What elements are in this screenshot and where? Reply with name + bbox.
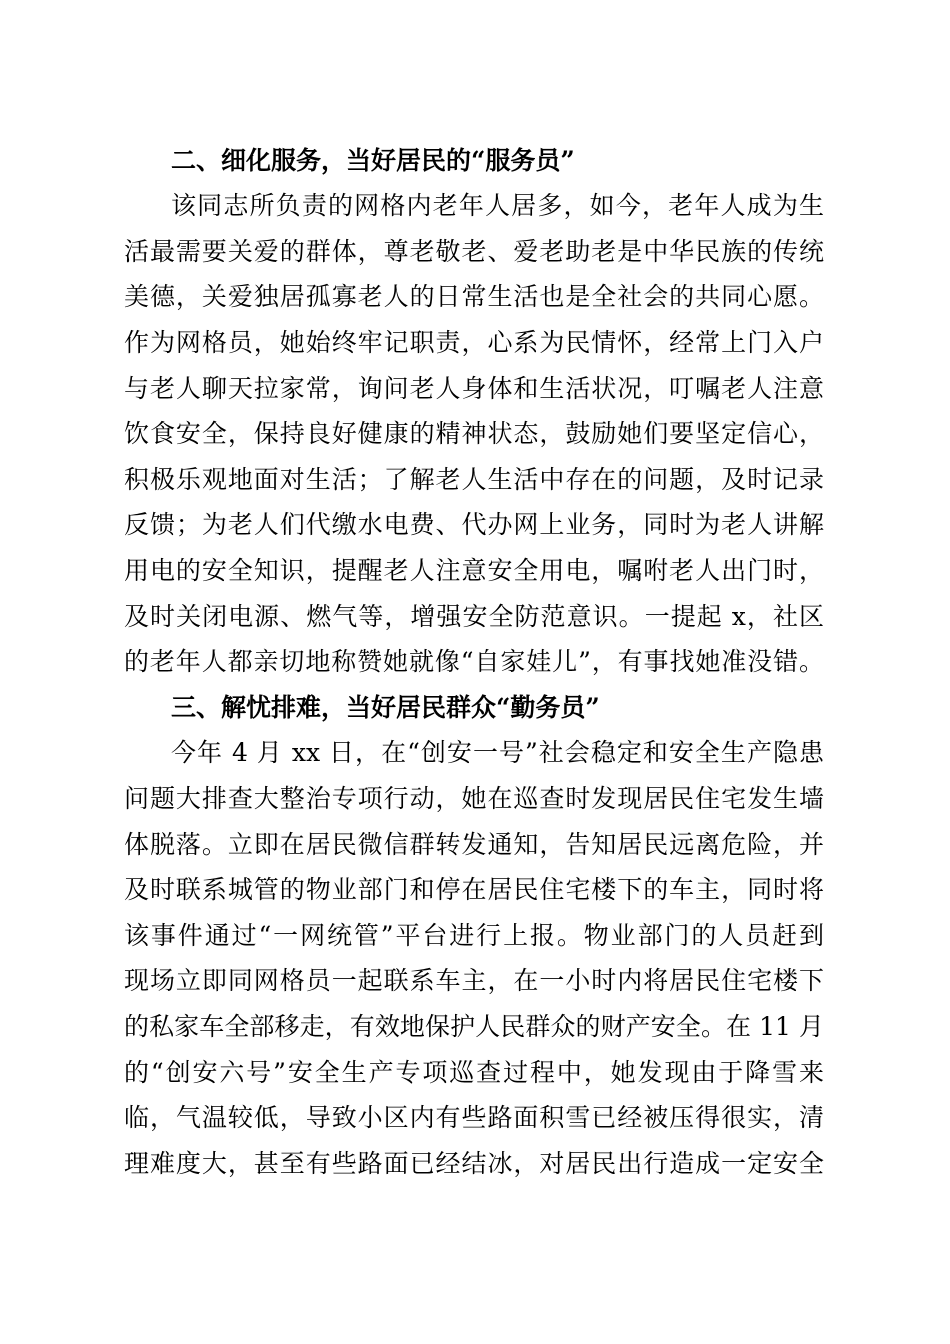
section-heading-duty: 三、解忧排难，当好居民群众“勤务员” [171, 693, 600, 722]
paragraph-line: 活最需要关爱的群体，尊老敬老、爱老助老是中华民族的传统 [124, 237, 824, 266]
paragraph-line: 的私家车全部移走，有效地保护人民群众的财产安全。在 11 月 [124, 1012, 824, 1041]
paragraph-line: 问题大排查大整治专项行动，她在巡查时发现居民住宅发生墙 [124, 784, 824, 813]
paragraph-line: 该同志所负责的网格内老年人居多，如今，老年人成为生 [171, 191, 824, 220]
paragraph-line: 体脱落。立即在居民微信群转发通知，告知居民远离危险，并 [124, 830, 824, 859]
section-heading-service: 二、细化服务，当好居民的“服务员” [171, 146, 575, 175]
paragraph-line: 的老年人都亲切地称赞她就像“自家娃儿”，有事找她准没错。 [124, 647, 824, 676]
paragraph-line: 该事件通过“一网统管”平台进行上报。物业部门的人员赶到 [124, 921, 824, 950]
paragraph-line: 及时关闭电源、燃气等，增强安全防范意识。一提起 x，社区 [124, 602, 824, 631]
paragraph-line: 临，气温较低，导致小区内有些路面积雪已经被压得很实，清 [124, 1103, 824, 1132]
paragraph-line: 积极乐观地面对生活；了解老人生活中存在的问题，及时记录 [124, 465, 824, 494]
paragraph-line: 及时联系城管的物业部门和停在居民住宅楼下的车主，同时将 [124, 875, 824, 904]
paragraph-line: 今年 4 月 xx 日，在“创安一号”社会稳定和安全生产隐患 [171, 738, 824, 767]
paragraph-line: 用电的安全知识，提醒老人注意安全用电，嘱咐老人出门时， [124, 556, 824, 585]
paragraph-line: 与老人聊天拉家常，询问老人身体和生活状况，叮嘱老人注意 [124, 374, 824, 403]
paragraph-line: 作为网格员，她始终牢记职责，心系为民情怀，经常上门入户 [124, 328, 824, 357]
paragraph-line: 饮食安全，保持良好健康的精神状态，鼓励她们要坚定信心， [124, 419, 824, 448]
paragraph-line: 反馈；为老人们代缴水电费、代办网上业务，同时为老人讲解 [124, 510, 824, 539]
paragraph-line: 美德，关爱独居孤寡老人的日常生活也是全社会的共同心愿。 [124, 282, 824, 311]
paragraph-line: 现场立即同网格员一起联系车主，在一小时内将居民住宅楼下 [124, 966, 824, 995]
paragraph-line: 理难度大，甚至有些路面已经结冰，对居民出行造成一定安全 [124, 1149, 824, 1178]
paragraph-line: 的“创安六号”安全生产专项巡查过程中，她发现由于降雪来 [124, 1058, 824, 1087]
